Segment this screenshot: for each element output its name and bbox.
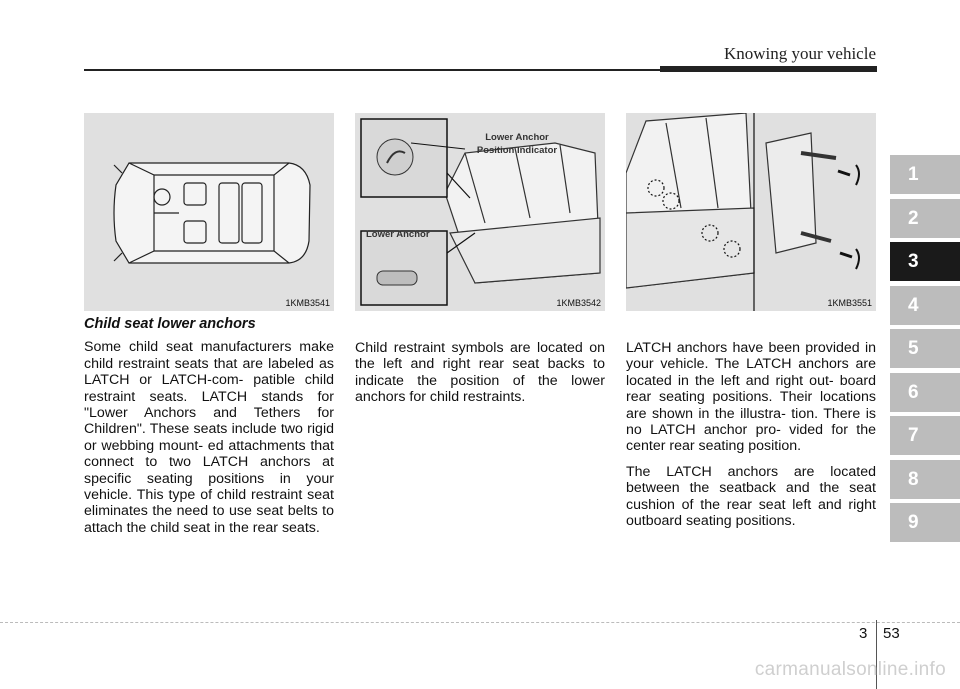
chapter-tabs — [890, 155, 960, 547]
chapter-tab-2[interactable]: 2 — [890, 199, 960, 238]
section-subheading: Child seat lower anchors — [84, 316, 256, 332]
callout-position-indicator-line1: Lower Anchor — [485, 132, 549, 143]
body-paragraph: The LATCH anchors are located between the seatback and the seat cushion of the rear seat left and right outboard seating positions. — [626, 463, 876, 530]
column-latch-anchors — [626, 340, 876, 538]
watermark: carmanualsonline.info — [754, 659, 946, 680]
page-header-title: Knowing your vehicle — [723, 44, 876, 63]
column-restraint-symbols — [355, 340, 605, 415]
vehicle-top-view-illustration — [84, 113, 334, 311]
chapter-tab-9[interactable]: 9 — [890, 503, 960, 542]
header-rule — [84, 69, 660, 71]
figure-code: 1KMB3551 — [827, 298, 872, 308]
figure-code: 1KMB3542 — [556, 298, 601, 308]
callout-lower-anchor: Lower Anchor — [366, 229, 430, 240]
callout-position-indicator-line2: Position Indicator — [476, 145, 558, 156]
chapter-tab-8[interactable]: 8 — [890, 460, 960, 499]
latch-anchor-illustration — [626, 113, 876, 311]
body-paragraph: Some child seat manufacturers make child restraint seats that are labeled as LATCH or LATCH-com- patible child restraint seats. LATCH stands for "Lower Anchors and Tethers for Children". These seats include two rigid or webbing mount- ed attachments that connect to two LATCH anchors at specific seating positions in your vehicle. This type of child restraint seat eliminates the need to use seat belts to attach the child seat in the rear seats. — [84, 339, 334, 536]
chapter-tab-6[interactable]: 6 — [890, 373, 960, 412]
figure-vehicle-top-view — [84, 113, 334, 311]
footer-chapter-number: 3 — [859, 625, 868, 642]
figure-code: 1KMB3541 — [285, 298, 330, 308]
footer-page-number: 53 — [883, 625, 900, 642]
chapter-tab-3[interactable]: 3 — [890, 242, 960, 281]
chapter-tab-5[interactable]: 5 — [890, 329, 960, 368]
footer-rule — [0, 622, 960, 623]
header-rule-accent — [660, 66, 877, 72]
rear-seat-illustration — [355, 113, 605, 311]
column-child-seat-lower-anchors — [84, 316, 334, 545]
chapter-tab-4[interactable]: 4 — [890, 286, 960, 325]
figure-latch-anchor-locations — [626, 113, 876, 311]
chapter-tab-1[interactable]: 1 — [890, 155, 960, 194]
body-paragraph: Child restraint symbols are located on the left and right rear seat backs to indicate the position of the lower anchors for child restraints. — [355, 340, 605, 406]
chapter-tab-7[interactable]: 7 — [890, 416, 960, 455]
figure-lower-anchor-indicator — [355, 113, 605, 311]
body-paragraph: LATCH anchors have been provided in your vehicle. The LATCH anchors are located in the left and right out- board rear seating positions. Their locations are shown in the illustra- tion. There is no LATCH anchor pro- vided for the center rear seating position. — [626, 340, 876, 455]
